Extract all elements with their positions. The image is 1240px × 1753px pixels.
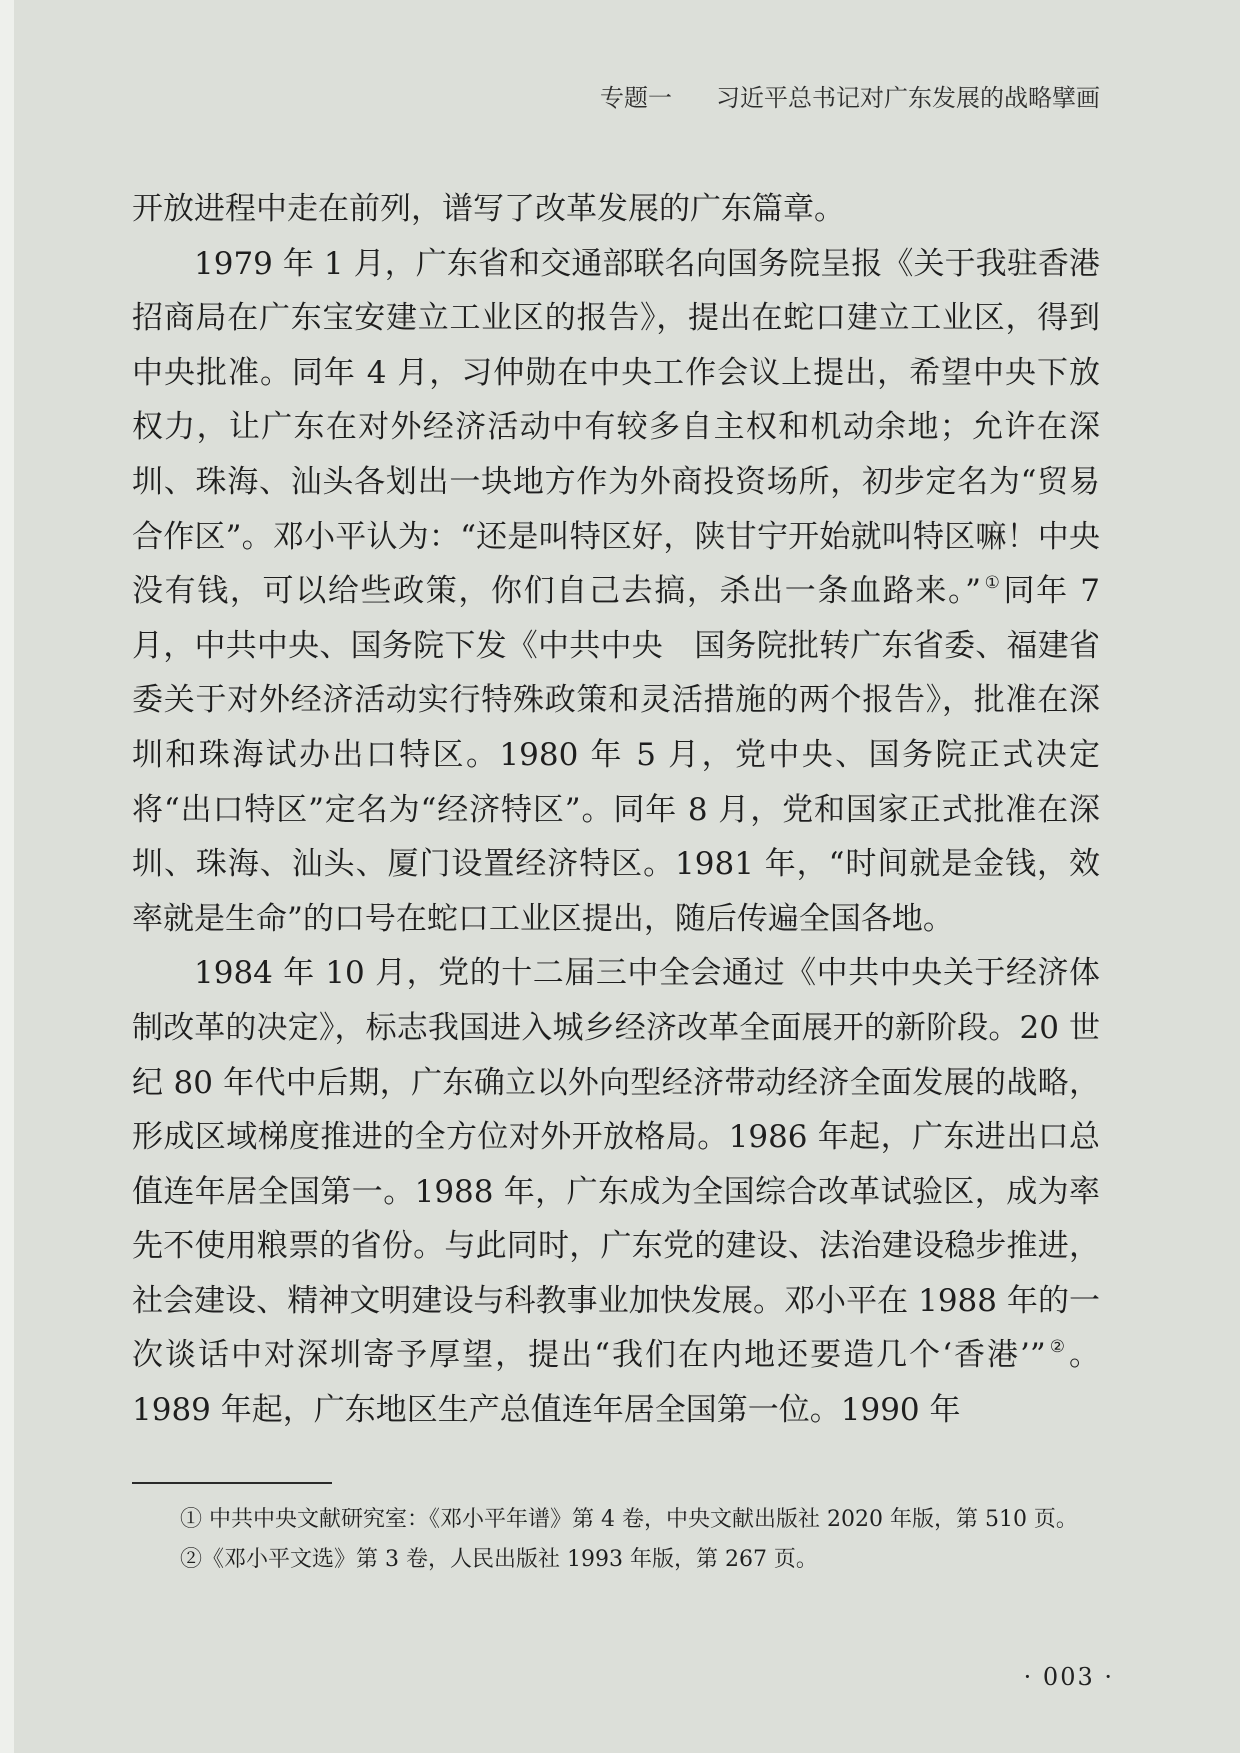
paragraph-text: 同年 7 月，中共中央、国务院下发《中共中央 国务院批转广东省委、福建省委关于对外经济活动实行特殊政策和灵活措施的两个报告》，批准在深圳和珠海试办出口特区。1980 年 5 月，党中央、国务院正式决定将“出口特区”定名为“经济特区”。同年 8 月，党和国家正式批准在深圳、珠海、汕头、厦门设置经济特区。1981 年，“时间就是金钱，效率就是生命”的口号在蛇口工业区提出，随后传遍全国各地。	[132, 573, 1100, 937]
footnotes	[180, 1500, 1140, 1580]
footnote-divider	[132, 1482, 332, 1484]
footnote-ref-1[interactable]: ①	[982, 573, 1002, 594]
paragraph-1979	[132, 237, 1100, 947]
header-section-label: 专题一	[600, 84, 672, 112]
page-edge	[0, 0, 14, 1753]
paragraph-1984	[132, 946, 1100, 1437]
header-chapter-title: 习近平总书记对广东发展的战略擘画	[716, 84, 1100, 112]
footnote-ref-2[interactable]: ②	[1047, 1337, 1067, 1358]
paragraph-text: 。1989 年起，广东地区生产总值连年居全国第一位。1990 年	[132, 1337, 1100, 1429]
footnote-1: ① 中共中央文献研究室：《邓小平年谱》第 4 卷，中央文献出版社 2020 年版，第 510 页。	[180, 1507, 1078, 1532]
paragraph-text: 1984 年 10 月，党的十二届三中全会通过《中共中央关于经济体制改革的决定》，标志我国进入城乡经济改革全面展开的新阶段。20 世纪 80 年代中后期，广东确立以外向型经济带动经济全面发展的战略，形成区域梯度推进的全方位对外开放格局。1986 年起，广东进出口总值连年居全国第一。1988 年，广东成为全国综合改革试验区，成为率先不使用粮票的省份。与此同时，广东党的建设、法治建设稳步推进，社会建设、精神文明建设与科教事业加快发展。邓小平在 1988 年的一次谈话中对深圳寄予厚望，提出“我们在内地还要造几个‘香港’”	[132, 955, 1100, 1374]
paragraph-text: 1979 年 1 月，广东省和交通部联名向国务院呈报《关于我驻香港招商局在广东宝安建立工业区的报告》，提出在蛇口建立工业区，得到中央批准。同年 4 月，习仲勋在中央工作会议上提出，希望中央下放权力，让广东在对外经济活动中有较多自主权和机动余地；允许在深圳、珠海、汕头各划出一块地方作为外商投资场所，初步定名为“贸易合作区”。邓小平认为：“还是叫特区好，陕甘宁开始就叫特区嘛！中央没有钱，可以给些政策，你们自己去搞，杀出一条血路来。”	[132, 245, 1100, 610]
page-number: · 003 ·	[1023, 1663, 1114, 1691]
footnote-2: ②《邓小平文选》第 3 卷，人民出版社 1993 年版，第 267 页。	[180, 1547, 818, 1572]
running-header	[600, 78, 1100, 113]
body-text	[132, 182, 1100, 1438]
paragraph-continued: 开放进程中走在前列，谱写了改革发展的广东篇章。	[132, 191, 845, 227]
